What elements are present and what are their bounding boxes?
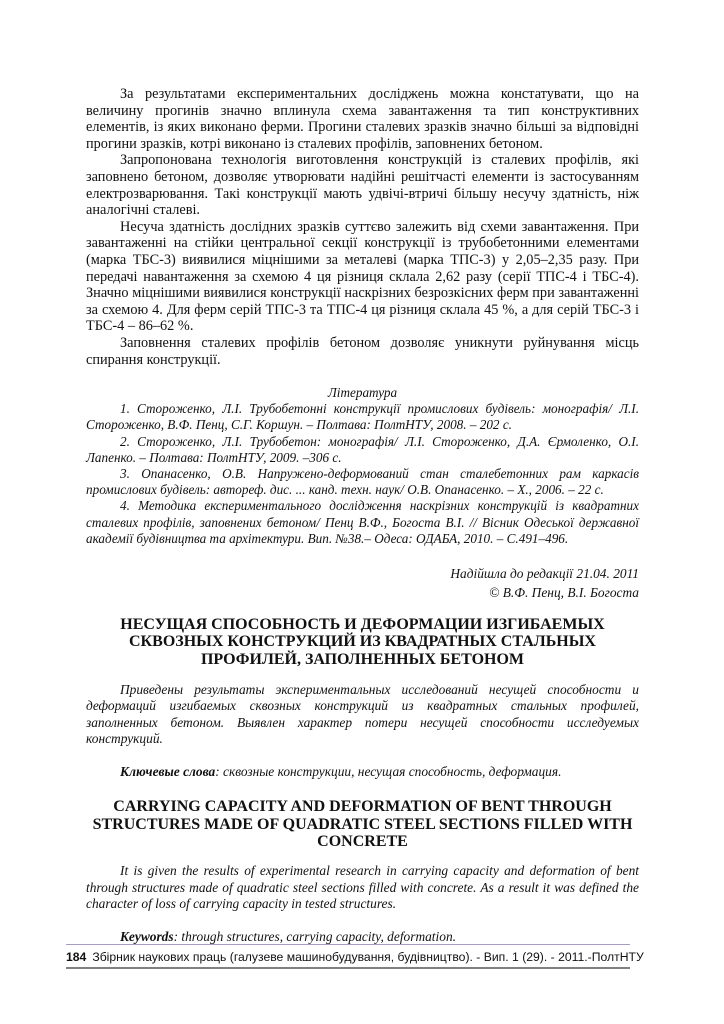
references-heading: Література: [327, 385, 398, 401]
body-paragraph: Несуча здатність дослідних зразків суттєво залежить від схеми завантаження. При завантаженні на стійки центральної секції конструкції із трубобетонними елементами (марка ТБС-3) виявилися міцнішими за металеві (марка ТПС-3) у 2,05–2,35 разу. При передачі навантаження за схемою 4 ця різниця склала 2,62 разу (серії ТПС-4 і ТБС-4). Значно міцнішими виявилися конструкції наскрізних безрозкісних ферм при завантаженні за схемою 4. Для ферм серій ТПС-3 та ТПС-4 ця різниця склала 45 %, а для серій ТБС-3 і ТБС-4 – 86–62 %.: [86, 218, 639, 335]
keywords-text: : сквозные конструкции, несущая способность, деформация.: [215, 763, 562, 779]
page-number: 184: [66, 950, 87, 964]
russian-keywords: [86, 764, 639, 781]
keywords-label: Ключевые слова: [120, 763, 216, 779]
references-section: [86, 385, 639, 547]
keywords-text: : through structures, carrying capacity, deformation.: [173, 928, 456, 944]
russian-summary: [86, 616, 639, 780]
copyright-authors: © В.Ф. Пенц, В.І. Богоста: [489, 584, 639, 600]
english-title: CARRYING CAPACITY AND DEFORMATION OF BENT THROUGH STRUCTURES MADE OF QUADRATIC STEEL SECTIONS FILLED WITH CONCRETE: [92, 798, 633, 850]
reference-item: 4. Методика експериментального дослідження наскрізних конструкцій із квадратних сталевих профілів, заповнених бетоном/ Пенц В.Ф., Богоста В.І. // Вісник Одеської державної академії будівництва та архітектури. Вип. №38.– Одеса: ОДАБА, 2010. – С.491–496.: [86, 498, 639, 546]
english-keywords: [86, 929, 639, 946]
english-summary: [86, 798, 639, 945]
conclusions-section: [86, 86, 639, 368]
russian-title: НЕСУЩАЯ СПОСОБНОСТЬ И ДЕФОРМАЦИИ ИЗГИБАЕМЫХ СКВОЗНЫХ КОНСТРУКЦИЙ ИЗ КВАДРАТНЫХ СТАЛЬНЫХ ПРОФИЛЕЙ, ЗАПОЛНЕННЫХ БЕТОНОМ: [120, 615, 605, 668]
body-paragraph: Запропонована технологія виготовлення конструкцій із сталевих профілів, які заповнено бетоном, дозволяє утворювати надійні решітчасті елементи із застосуванням електрозварювання. Такі конструкції мають удвічі-втричі більшу несучу здатність, ніж аналогічні сталеві.: [86, 152, 639, 219]
page-footer: [66, 944, 644, 969]
received-date: Надійшла до редакції 21.04. 2011: [450, 565, 639, 581]
body-paragraph: За результатами експериментальних досліджень можна констатувати, що на величину прогинів значно вплинула схема завантаження та тип конструктивних елементів, із яких виконано ферми. Прогини сталевих зразків значно більші за відповідні прогини зразків, котрі виконано із сталевих профілів, заповнених бетоном.: [86, 86, 639, 152]
body-paragraph: Заповнення сталевих профілів бетоном дозволяє уникнути руйнування місць спирання конструкції.: [86, 334, 639, 368]
keywords-label: Keywords: [120, 928, 174, 944]
footer-bottom-rule: [66, 967, 630, 969]
reference-item: 2. Стороженко, Л.І. Трубобетон: монографія/ Л.І. Стороженко, Д.А. Єрмоленко, О.І. Лапенко. – Полтава: ПолтНТУ, 2009. –306 с.: [86, 433, 639, 465]
footer-text: [66, 949, 644, 965]
page-content: [86, 86, 639, 945]
russian-abstract: Приведены результаты экспериментальных исследований несущей способности и деформаций изгибаемых сквозных конструкций из квадратных стальных профилей, заполненных бетоном. Выявлен характер потери несущей способности исследуемых конструкций.: [86, 681, 639, 747]
reference-item: 1. Стороженко, Л.І. Трубобетонні конструкції промислових будівель: монографія/ Л.І. Стороженко, В.Ф. Пенц, С.Г. Коршун. – Полтава: ПолтНТУ, 2008. – 202 с.: [86, 401, 639, 433]
journal-citation: Збірник наукових праць (галузеве машинобудування, будівництво). - Вип. 1 (29). - 2011.-ПолтНТУ: [92, 950, 644, 964]
english-abstract: It is given the results of experimental research in carrying capacity and deformation of bent through structures made of quadratic steel sections filled with concrete. As a result it was defined the character of loss of carrying capacity in tested structures.: [86, 863, 639, 912]
reference-item: 3. Опанасенко, О.В. Напружено-деформований стан сталебетонних рам каркасів промислових будівель: автореф. дис. ... канд. техн. наук/ О.В. Опанасенко. – Х., 2006. – 22 с.: [86, 465, 639, 498]
footer-top-rule: [66, 944, 630, 945]
